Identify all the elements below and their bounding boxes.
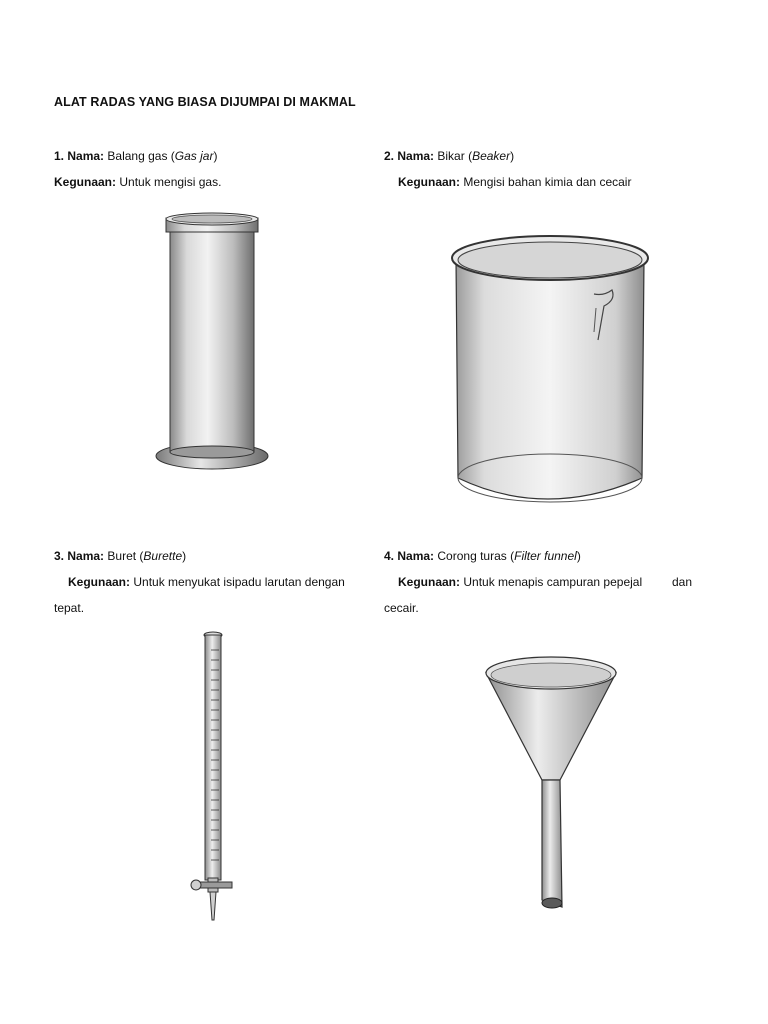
item-2-use: Mengisi bahan kimia dan cecair — [463, 175, 632, 189]
item-1-use: Untuk mengisi gas. — [119, 175, 222, 189]
item-1-name-line: 1. Nama: Balang gas (Gas jar) — [54, 149, 218, 163]
item-1-use-line — [54, 174, 221, 190]
item-4-number: 4. — [384, 549, 395, 563]
item-3-number: 3. — [54, 549, 65, 563]
item-4-use-line-end: dan — [672, 575, 693, 589]
item-3-name-line: 3. Nama: Buret (Burette) — [54, 549, 187, 563]
item-2-name-label: Nama: — [397, 149, 435, 163]
item-4-english: Filter funnel — [514, 549, 577, 563]
item-2-name: Bikar — [437, 149, 465, 163]
item-4-name: Corong turas — [437, 549, 507, 563]
item-1-name: Balang gas — [107, 149, 168, 163]
item-4-use-label: Kegunaan: — [398, 575, 461, 589]
burette-icon — [188, 630, 238, 925]
item-4-name-line: 4. Nama: Corong turas (Filter funnel) — [384, 549, 581, 563]
item-3-use-line-2: tepat. — [54, 601, 85, 615]
item-2-number: 2. — [384, 149, 395, 163]
item-4-use: Untuk menapis campuran pepejal — [463, 575, 643, 589]
item-1-english: Gas jar — [174, 149, 214, 163]
filter-funnel-icon — [482, 655, 622, 920]
item-3-name-label: Nama: — [67, 549, 105, 563]
page-title: ALAT RADAS YANG BIASA DIJUMPAI DI MAKMAL — [54, 95, 356, 109]
item-4-name-label: Nama: — [397, 549, 435, 563]
item-3-use: Untuk menyukat isipadu larutan dengan — [133, 575, 345, 589]
item-4-use-line-2: cecair. — [384, 601, 419, 615]
item-2-name-line: 2. Nama: Bikar (Beaker) — [384, 149, 515, 163]
item-1-use-label: Kegunaan: — [54, 175, 117, 189]
beaker-icon — [446, 230, 656, 515]
item-1-number: 1. — [54, 149, 65, 163]
item-3-english: Burette — [143, 549, 183, 563]
item-4-use-line — [398, 574, 642, 590]
item-3-use-label: Kegunaan: — [68, 575, 131, 589]
gas-jar-icon — [150, 212, 275, 482]
item-2-use-line — [398, 174, 631, 190]
item-2-english: Beaker — [472, 149, 511, 163]
item-2-use-label: Kegunaan: — [398, 175, 461, 189]
item-1-name-label: Nama: — [67, 149, 105, 163]
item-3-use-line — [68, 574, 345, 590]
item-3-name: Buret — [107, 549, 137, 563]
